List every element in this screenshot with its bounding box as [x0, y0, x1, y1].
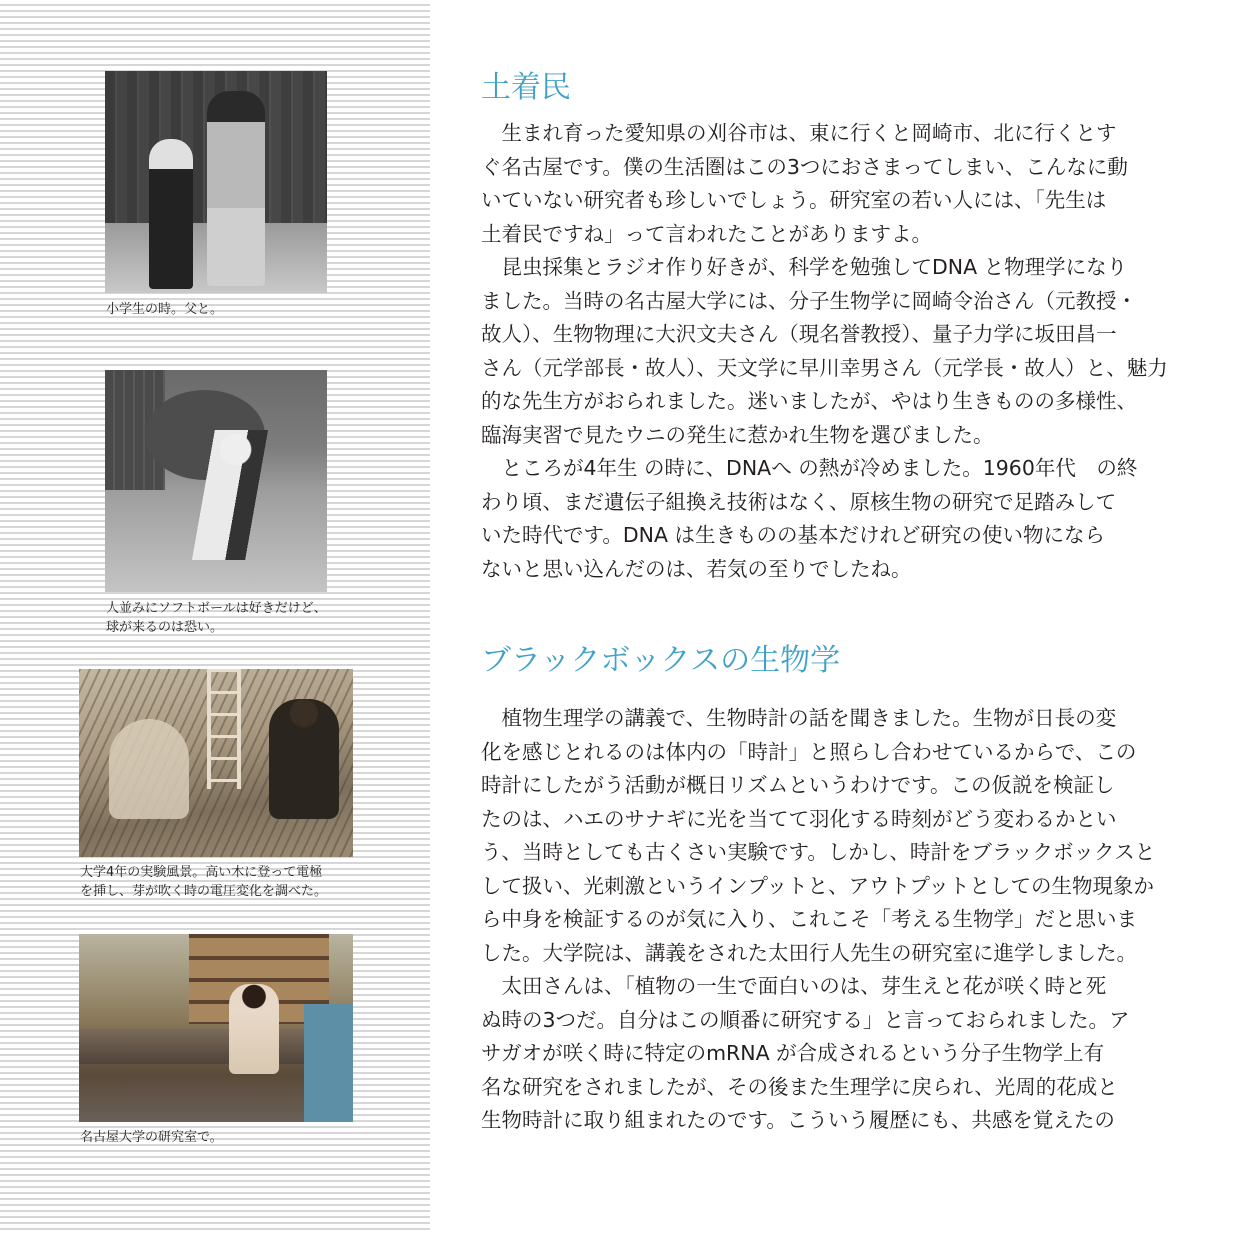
photo-nagoya-lab [79, 934, 353, 1122]
photo-boy-pitching [175, 430, 285, 560]
text-line: ところが4年生 の時に、DNAへ の熱が冷めました。1960年代 の終 [481, 456, 1138, 480]
caption-line: 名古屋大学の研究室で。 [80, 1130, 223, 1145]
photo-father-figure [207, 91, 265, 286]
text-line: 的な先生方がおられました。迷いましたが、やはり生きものの多様性、 [481, 389, 1137, 413]
text-line: 生物時計に取り組まれたのです。こういう履歴にも、共感を覚えたの [481, 1108, 1115, 1132]
photo-field-experiment [79, 669, 353, 857]
text-line: 昆虫採集とラジオ作り好きが、科学を勉強してDNA と物理学になり [481, 255, 1128, 279]
photo-boy-with-father [105, 71, 327, 293]
caption-line: 小学生の時。父と。 [106, 302, 224, 317]
section-heading-dochakumin: 土着民 [481, 70, 571, 105]
text-line: 生まれ育った愛知県の刈谷市は、東に行くと岡崎市、北に行くとす [481, 121, 1117, 145]
text-line: 臨海実習で見たウニの発生に惹かれ生物を選びました。 [481, 422, 994, 447]
text-line: ら中身を検証するのが気に入り、これこそ「考える生物学」だと思いま [481, 907, 1137, 931]
photo-crouching-man [269, 699, 339, 819]
text-line: ました。当時の名古屋大学には、分子生物学に岡崎令治さん（元教授・ [481, 288, 1137, 313]
text-line: した。大学院は、講義をされた太田行人先生の研究室に進学しました。 [481, 940, 1137, 965]
text-line: 土着民ですね」って言われたことがありますよ。 [481, 221, 932, 246]
photo-students [109, 719, 189, 819]
text-line: たのは、ハエのサナギに光を当てて羽化する時刻がどう変わるかとい [481, 806, 1117, 831]
photo-caption-1 [106, 300, 223, 319]
photo-researcher [229, 984, 279, 1074]
text-line: さん（元学部長・故人）、天文学に早川幸男さん（元学長・故人）と、魅力 [481, 355, 1168, 380]
text-line: いた時代です。DNA は生きものの基本だけれど研究の使い物になら [481, 523, 1106, 547]
text-line: ぐ名古屋です。僕の生活圏はこの3つにおさまってしまい、こんなに動 [481, 154, 1128, 179]
paragraph [481, 702, 1167, 1138]
text-line: 太田さんは、「植物の一生で面白いのは、芽生えと花が咲く時と死 [481, 974, 1107, 998]
text-line: 名な研究をされましたが、その後また生理学に戻られ、光周的花成と [481, 1074, 1118, 1099]
caption-line: 球が来るのは恐い。 [106, 620, 224, 635]
text-line: 故人）、生物物理に大沢文夫さん（現名誉教授）、量子力学に坂田昌一 [481, 322, 1117, 346]
photo-ladder [207, 669, 241, 789]
caption-line: 大学4年の実験風景。高い木に登って電極 [80, 865, 323, 880]
paragraph [481, 117, 1167, 586]
photo-caption-2 [106, 599, 327, 637]
text-line: いていない研究者も珍しいでしょう。研究室の若い人には、「先生は [481, 188, 1107, 212]
photo-boy-figure [149, 139, 193, 289]
caption-line: を挿し、芽が吹く時の電圧変化を調べた。 [80, 884, 328, 899]
photo-caption-4 [80, 1128, 223, 1147]
text-line: ないと思い込んだのは、若気の至りでしたね。 [481, 556, 912, 581]
section-heading-black-box-biology: ブラックボックスの生物学 [481, 643, 841, 678]
caption-line: 人並みにソフトボールは好きだけど、 [106, 601, 327, 616]
text-line: 植物生理学の講義で、生物時計の話を聞きました。生物が日長の変 [481, 706, 1117, 730]
text-line: して扱い、光刺激というインプットと、アウトプットとしての生物現象か [481, 873, 1155, 898]
text-line: う、当時としても古くさい実験です。しかし、時計をブラックボックスと [481, 840, 1156, 864]
photo-softball-pitch [105, 370, 327, 592]
text-line: わり頃、まだ遺伝子組換え技術はなく、原核生物の研究で足踏みして [481, 489, 1117, 514]
text-line: 化を感じとれるのは体内の「時計」と照らし合わせているからで、この [481, 739, 1137, 764]
text-line: 時計にしたがう活動が概日リズムというわけです。この仮説を検証し [481, 773, 1115, 797]
text-line: サガオが咲く時に特定のmRNA が合成されるという分子生物学上有 [481, 1041, 1105, 1065]
text-line: ぬ時の3つだ。自分はこの順番に研究する」と言っておられました。ア [481, 1007, 1130, 1032]
photo-caption-3 [80, 863, 327, 901]
photo-blue-cabinet [304, 1004, 353, 1122]
